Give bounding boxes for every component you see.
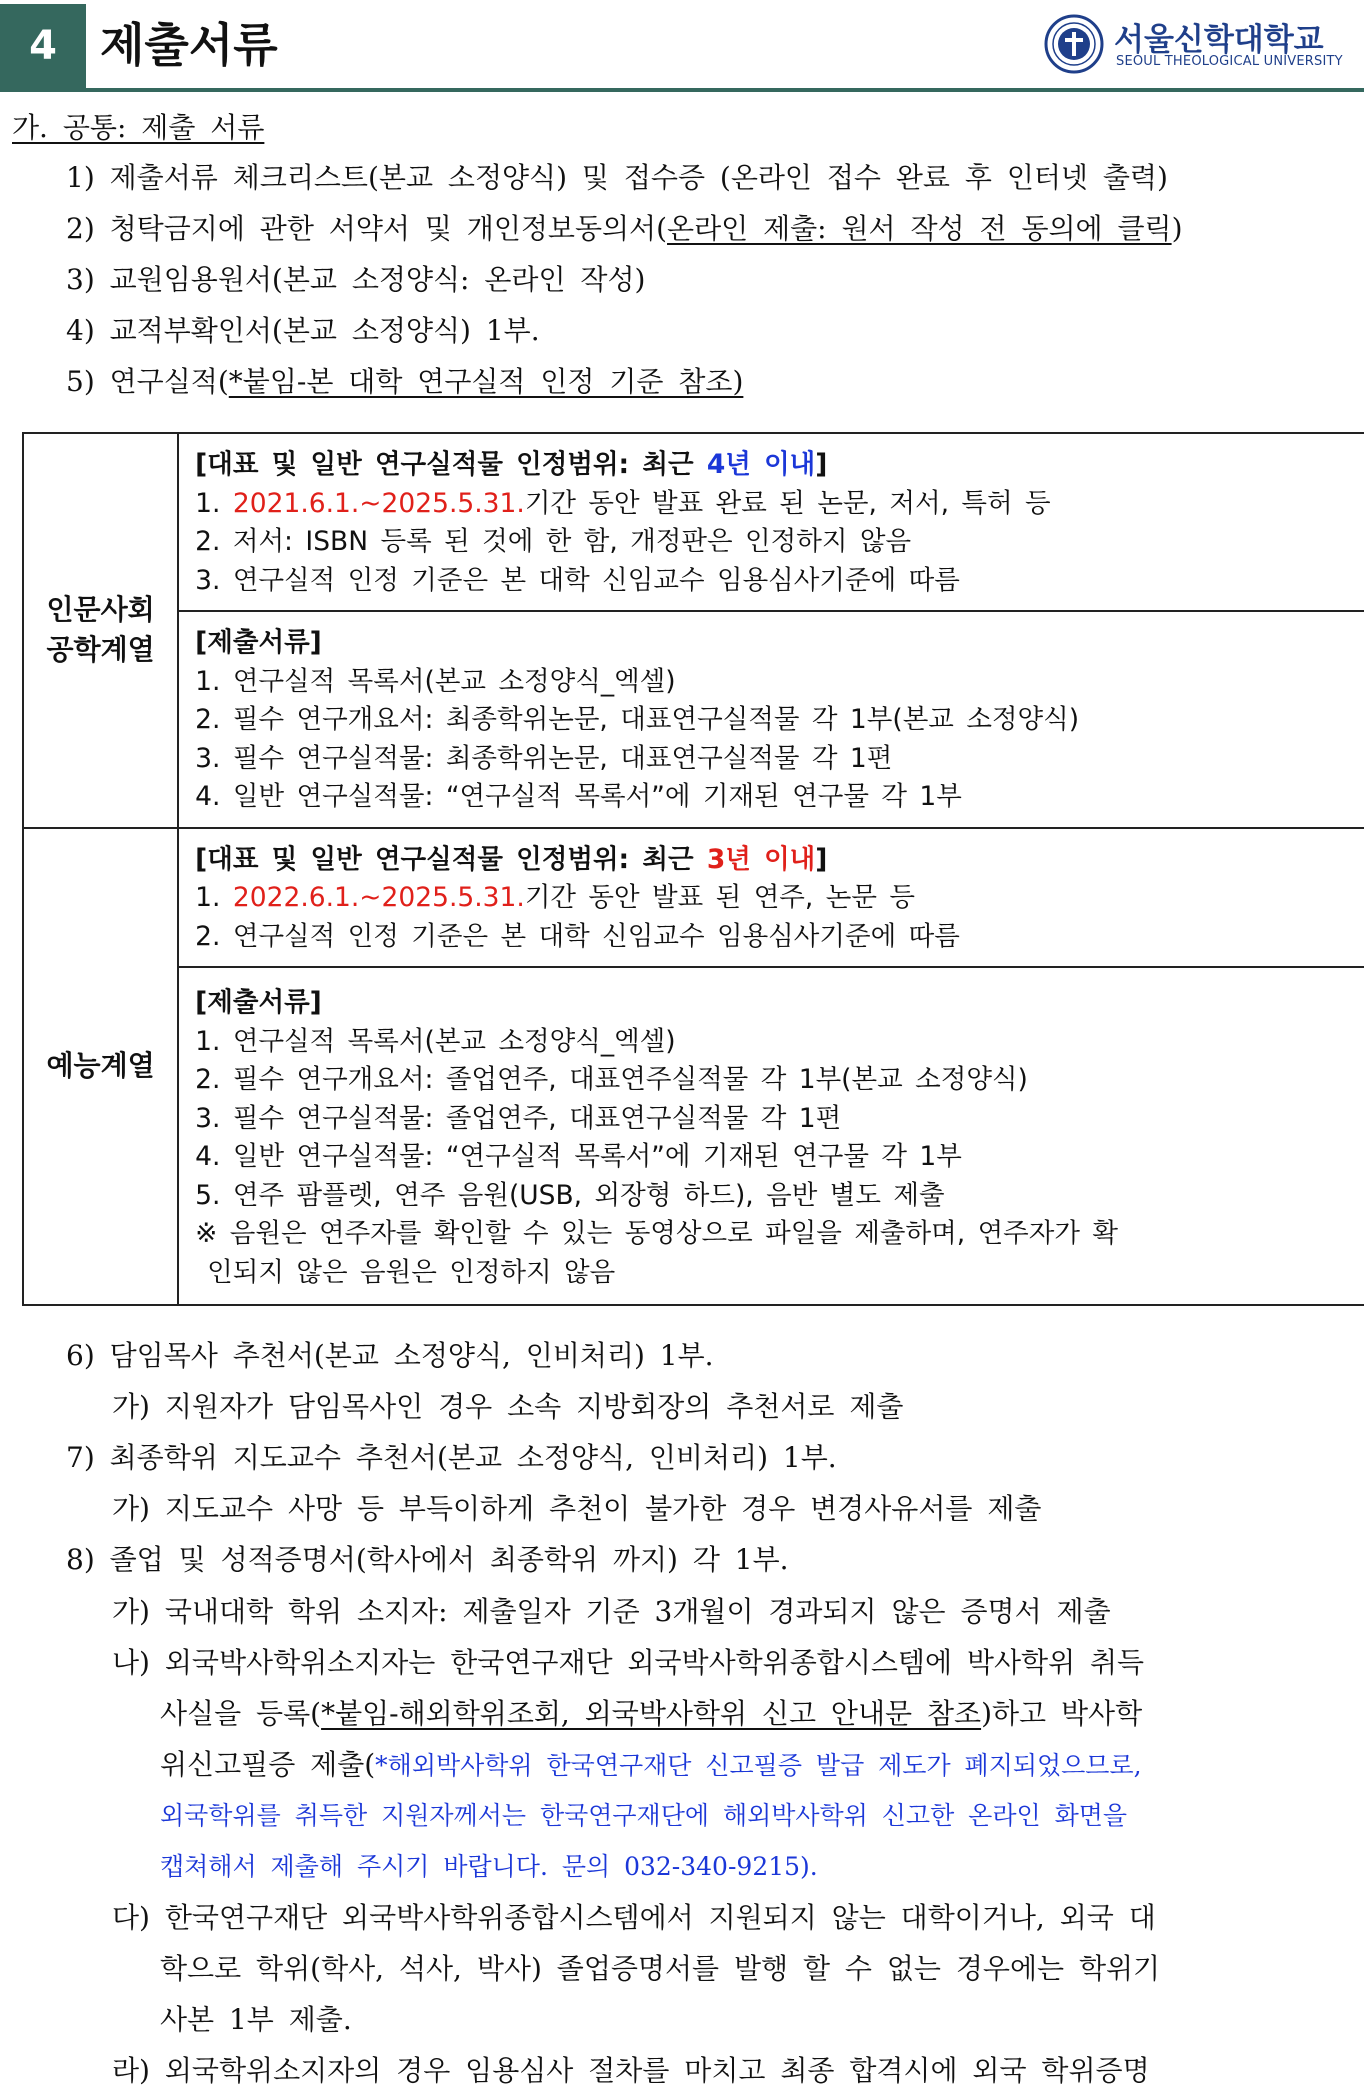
category-arts: 예능계열	[23, 828, 178, 1306]
list-item: 5. 연주 팜플렛, 연주 음원(USB, 외장형 하드), 음반 별도 제출	[195, 1179, 945, 1211]
humanities-docs-cell	[0, 611, 1119, 828]
list-item: ※ 음원은 연주자를 확인할 수 있는 동영상으로 파일을 제출하며, 연주자가 확	[195, 1218, 1118, 1249]
list-item: 3. 필수 연구실적물: 졸업연주, 대표연구실적물 각 1편	[195, 1102, 842, 1134]
list-item: 2. 필수 연구개요서: 최종학위논문, 대표연구실적물 각 1부(본교 소정양식)	[195, 704, 1080, 735]
item-8-a: 가) 국내대학 학위 소지자: 제출일자 기준 3개월이 경과되지 않은 증명서 제출	[112, 1595, 1111, 1628]
list-item: 1. 2021.6.1.~2025.5.31.기간 동안 발표 완료 된 논문, 저서, 특허 등	[195, 487, 1051, 519]
item-8-b-line1: 나) 외국박사학위소지자는 한국연구재단 외국박사학위종합시스템에 박사학위 취득	[112, 1646, 1145, 1679]
list-item: 2. 연구실적 인정 기준은 본 대학 신임교수 임용심사기준에 따름	[195, 920, 960, 952]
table-row	[23, 967, 1364, 1305]
header-divider	[0, 88, 1364, 92]
item-8-c-line1: 다) 한국연구재단 외국박사학위종합시스템에서 지원되지 않는 대학이거나, 외국 대	[112, 1901, 1156, 1934]
university-seal-icon	[1044, 14, 1104, 74]
item-7: 7) 최종학위 지도교수 추천서(본교 소정양식, 인비처리) 1부.	[66, 1441, 837, 1474]
item-8-b-line2: 사실을 등록(*붙임-해외학위조회, 외국박사학위 신고 안내문 참조)하고 박사학	[160, 1697, 1143, 1730]
table-row	[23, 828, 1364, 968]
category-humanities: 인문사회 공학계열	[23, 433, 178, 828]
list-item: 2. 저서: ISBN 등록 된 것에 한 함, 개정판은 인정하지 않음	[195, 526, 912, 557]
common-item-5: 5) 연구실적(*붙임-본 대학 연구실적 인정 기준 참조)	[66, 365, 744, 398]
list-item: 1. 연구실적 목록서(본교 소정양식_엑셀)	[195, 665, 676, 697]
common-item-2: 2) 청탁금지에 관한 서약서 및 개인정보동의서(온라인 제출: 원서 작성 전 동의에 클릭)	[66, 212, 1183, 245]
list-item: 1. 연구실적 목록서(본교 소정양식_엑셀)	[195, 1025, 676, 1057]
docs-heading: [제출서류]	[195, 987, 322, 1018]
section-title: 제출서류	[100, 18, 278, 72]
university-name-en: SEOUL THEOLOGICAL UNIVERSITY	[1116, 54, 1343, 69]
item-6: 6) 담임목사 추천서(본교 소정양식, 인비처리) 1부.	[66, 1339, 714, 1372]
item-8-d-line1: 라) 외국학위소지자의 경우 임용심사 절차를 마치고 최종 합격시에 외국 학위증명	[112, 2054, 1150, 2087]
table-row	[23, 611, 1364, 828]
list-item: 3. 연구실적 인정 기준은 본 대학 신임교수 임용심사기준에 따름	[195, 564, 960, 596]
list-item: 1. 2022.6.1.~2025.5.31.기간 동안 발표 된 연주, 논문 등	[195, 882, 915, 913]
humanities-range-cell	[0, 433, 1119, 611]
docs-heading: [제출서류]	[195, 627, 322, 658]
common-item-4: 4) 교적부확인서(본교 소정양식) 1부.	[66, 314, 540, 347]
item-8-b-line4: 외국학위를 취득한 지원자께서는 한국연구재단에 해외박사학위 신고한 온라인 화면을	[160, 1801, 1128, 1830]
item-8-c-line3: 사본 1부 제출.	[160, 2003, 352, 2036]
item-8: 8) 졸업 및 성적증명서(학사에서 최종학위 까지) 각 1부.	[66, 1543, 789, 1576]
arts-range-cell	[0, 828, 1119, 968]
arts-docs-cell	[0, 967, 1119, 1305]
list-item: 3. 필수 연구실적물: 최종학위논문, 대표연구실적물 각 1편	[195, 742, 893, 774]
list-item: 2. 필수 연구개요서: 졸업연주, 대표연주실적물 각 1부(본교 소정양식)	[195, 1064, 1028, 1095]
research-criteria-table	[22, 432, 1364, 1306]
item-8-b-line5: 캡쳐해서 제출해 주시기 바랍니다. 문의 032-340-9215).	[160, 1852, 818, 1881]
item-8-b-line3: 위신고필증 제출(*해외박사학위 한국연구재단 신고필증 발급 제도가 폐지되었으므로,	[160, 1748, 1142, 1781]
range-heading: [대표 및 일반 연구실적물 인정범위: 최근 4년 이내]	[195, 449, 828, 480]
list-item: 4. 일반 연구실적물: “연구실적 목록서”에 기재된 연구물 각 1부	[195, 781, 962, 812]
item-7-a: 가) 지도교수 사망 등 부득이하게 추천이 불가한 경우 변경사유서를 제출	[112, 1492, 1042, 1525]
common-item-1: 1) 제출서류 체크리스트(본교 소정양식) 및 접수증 (온라인 접수 완료 후 인터넷 출력)	[66, 161, 1168, 194]
item-8-c-line2: 학으로 학위(학사, 석사, 박사) 졸업증명서를 발행 할 수 없는 경우에는 학위기	[160, 1952, 1161, 1985]
common-heading: 가. 공통: 제출 서류	[12, 111, 265, 144]
list-item: 인되지 않은 음원은 인정하지 않음	[207, 1256, 616, 1288]
item-6-a: 가) 지원자가 담임목사인 경우 소속 지방회장의 추천서로 제출	[112, 1390, 904, 1423]
university-name-ko: 서울신학대학교	[1114, 22, 1324, 58]
section-number: 4	[0, 4, 86, 88]
range-heading: [대표 및 일반 연구실적물 인정범위: 최근 3년 이내]	[195, 843, 828, 875]
table-row	[23, 433, 1364, 611]
list-item: 4. 일반 연구실적물: “연구실적 목록서”에 기재된 연구물 각 1부	[195, 1141, 962, 1172]
common-item-3: 3) 교원임용원서(본교 소정양식: 온라인 작성)	[66, 263, 646, 296]
